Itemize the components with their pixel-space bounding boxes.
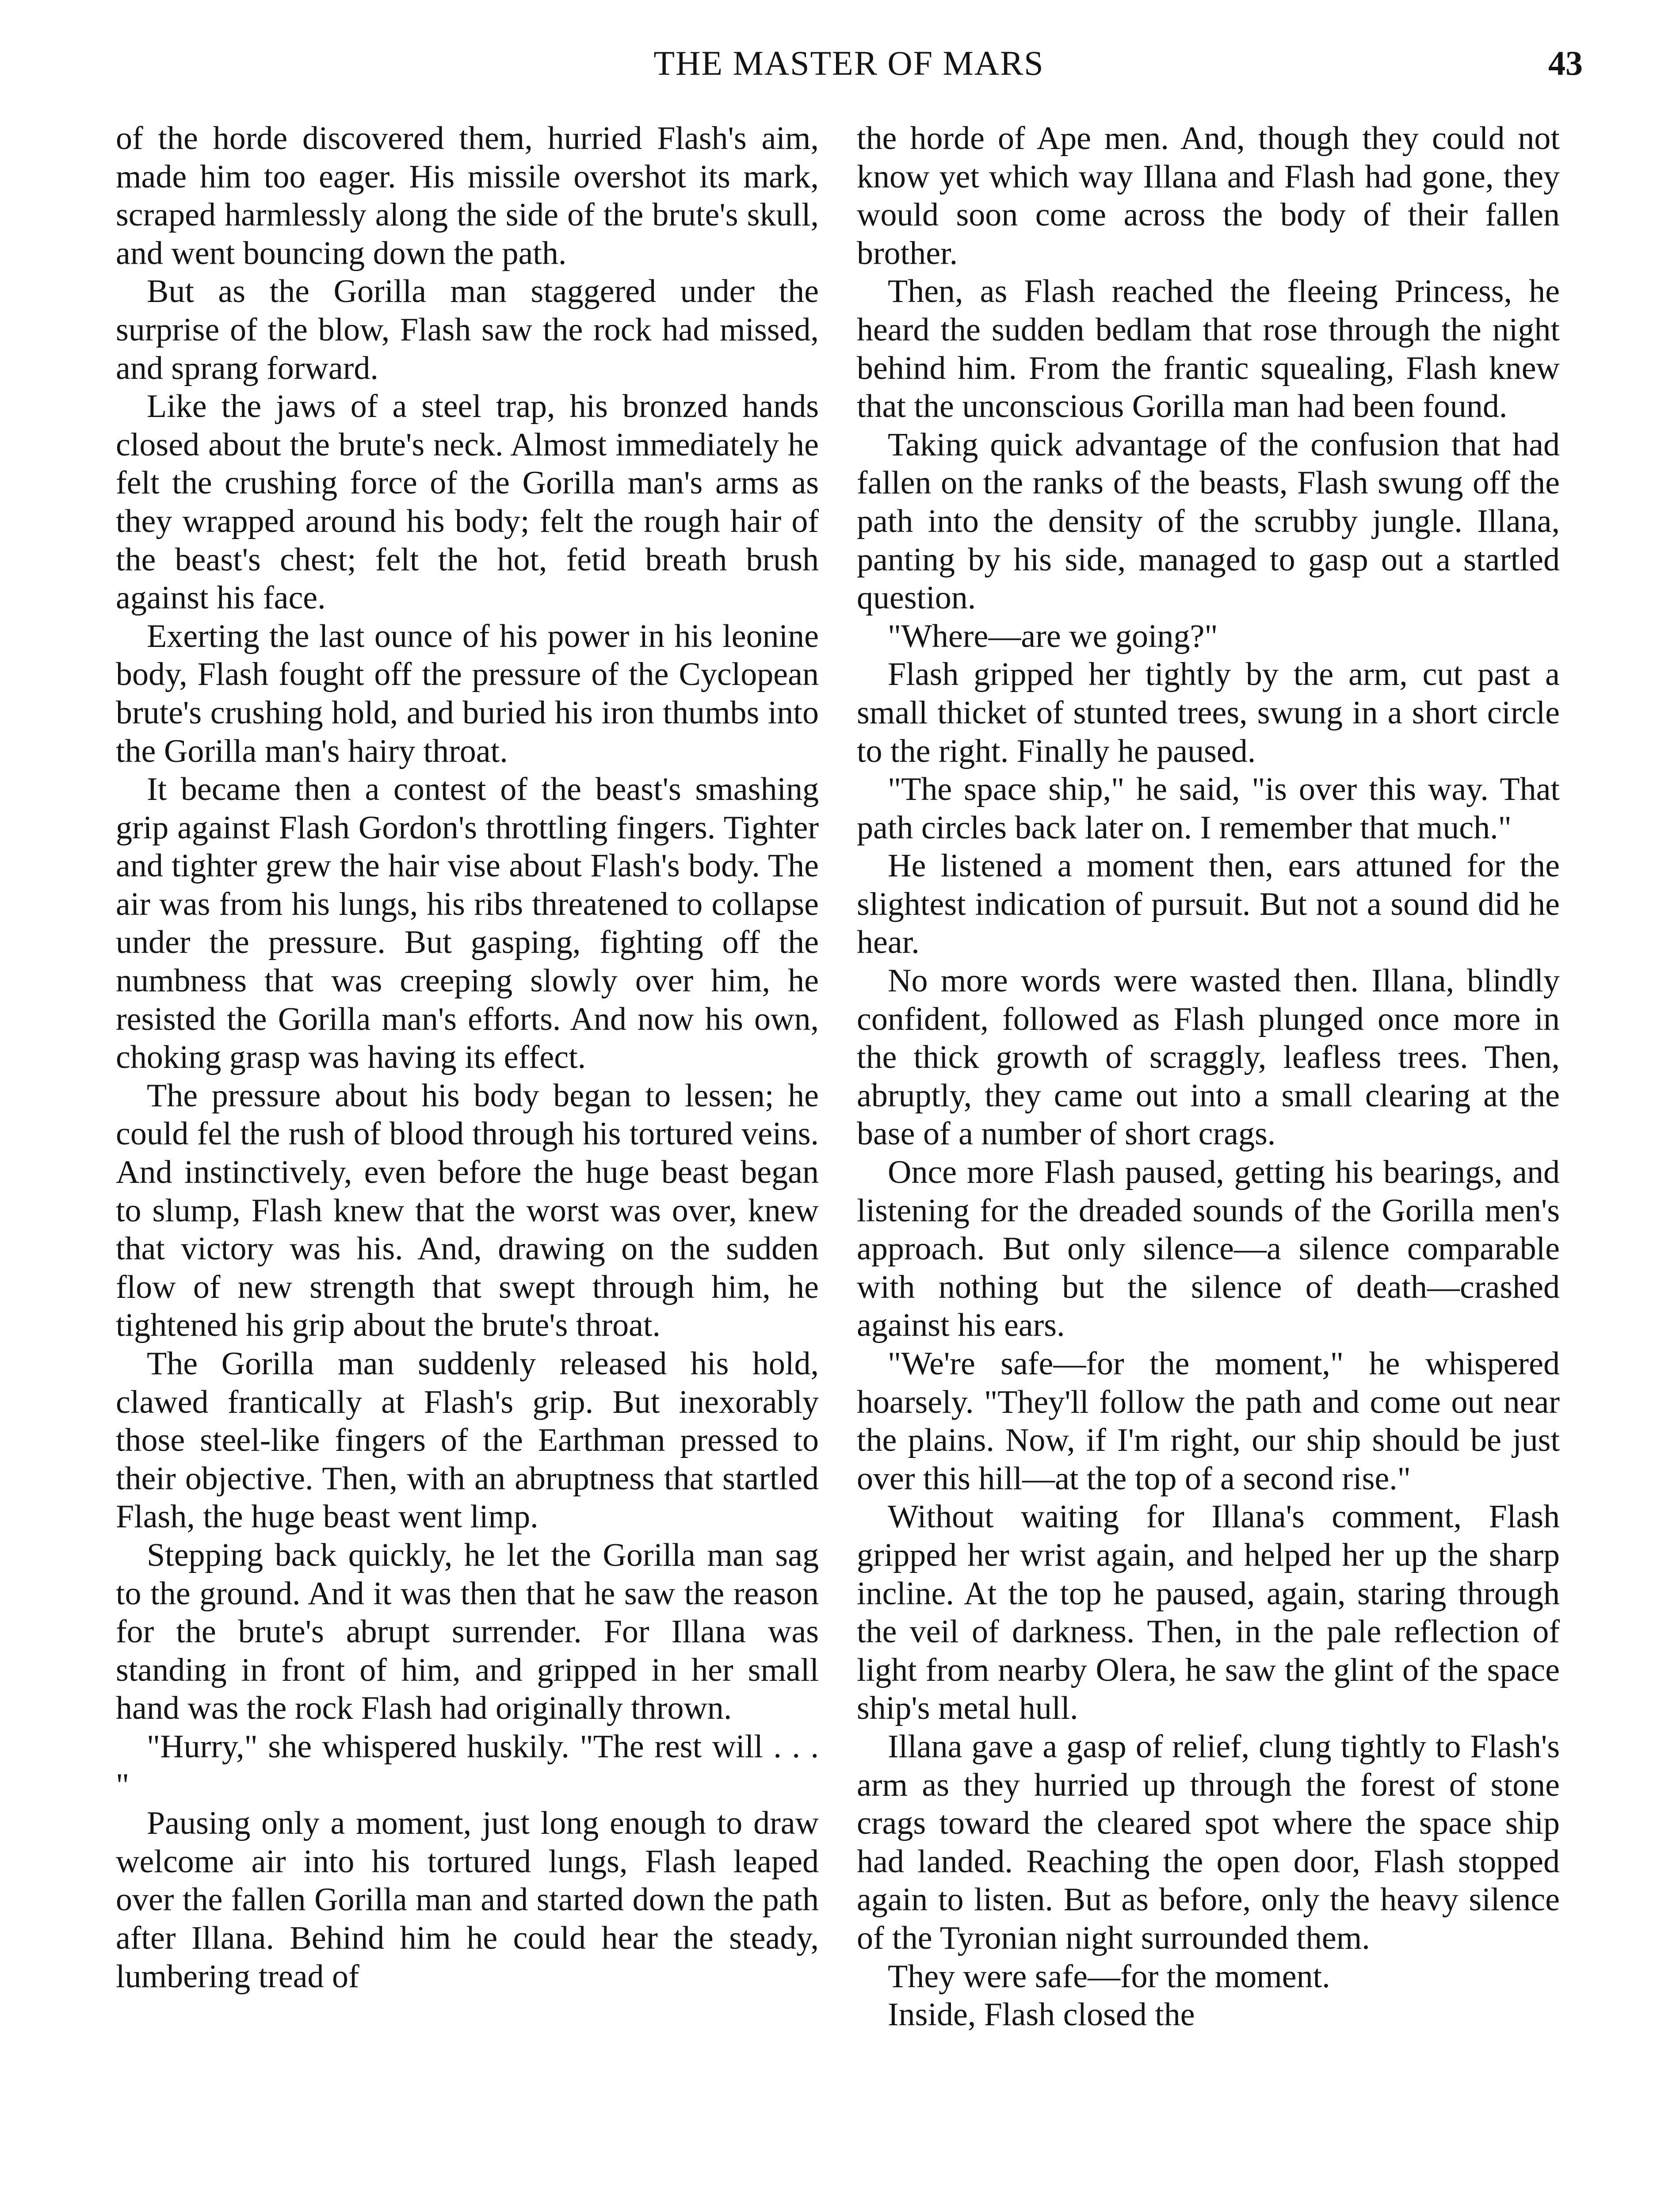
paragraph: Flash gripped her tightly by the arm, cut past a small thicket of stunted trees, swung in a short circle to the right. Finally he paused. (857, 656, 1560, 769)
paragraph: Without waiting for Illana's comment, Flash gripped her wrist again, and helped her up the sharp incline. At the top he paused, again, staring through the veil of darkness. Then, in the pale reflection of light from nearby Olera, he saw the glint of the space ship's metal hull. (857, 1499, 1560, 1727)
paragraph: He listened a moment then, ears attuned for the slightest indication of pursuit. But not a sound did he hear. (857, 848, 1560, 961)
paragraph: the horde of Ape men. And, though they could not know yet which way Illana and Flash had gone, they would soon come across the body of their fallen brother. (857, 120, 1560, 272)
paragraph: Illana gave a gasp of relief, clung tightly to Flash's arm as they hurried up through the forest of stone crags toward the cleared spot where the space ship had landed. Reaching the open door, Flash stopped again to listen. But as before, only the heavy silence of the Tyronian night surrounded them. (857, 1728, 1560, 1956)
paragraph: "We're safe—for the moment," he whispered hoarsely. "They'll follow the path and come out near the plains. Now, if I'm right, our ship should be just over this hill—at the top of a second rise." (857, 1346, 1560, 1497)
paragraph: The Gorilla man suddenly released his hold, clawed frantically at Flash's grip. But inexorably those steel-like fingers of the Earthman pressed to their objective. Then, with an abruptness that startled Flash, the huge beast went limp. (116, 1346, 819, 1535)
paragraph: "The space ship," he said, "is over this way. That path circles back later on. I remember that much." (857, 771, 1560, 846)
paragraph: "Hurry," she whispered huskily. "The rest will . . . " (116, 1728, 819, 1803)
paragraph: But as the Gorilla man staggered under the surprise of the blow, Flash saw the rock had missed, and sprang forward. (116, 273, 819, 386)
running-title: THE MASTER OF MARS (653, 44, 1044, 82)
paragraph: Like the jaws of a steel trap, his bronzed hands closed about the brute's neck. Almost immediately he felt the crushing force of the Gorilla man's arms as they wrapped around his body; felt the rough hair of the beast's chest; felt the hot, fetid breath brush against his face. (116, 388, 819, 616)
paragraph: Stepping back quickly, he let the Gorilla man sag to the ground. And it was then that he saw the reason for the brute's abrupt surrender. For Illana was standing in front of him, and gripped in her small hand was the rock Flash had originally thrown. (116, 1537, 819, 1727)
paragraph: Then, as Flash reached the fleeing Princess, he heard the sudden bedlam that rose through the night behind him. From the frantic squealing, Flash knew that the unconscious Gorilla man had been found. (857, 273, 1560, 425)
paragraph: of the horde discovered them, hurried Flash's aim, made him too eager. His missile overshot its mark, scraped harmlessly along the side of the brute's skull, and went bouncing down the path. (116, 120, 819, 272)
paragraph: "Where—are we going?" (888, 618, 1218, 654)
page-number: 43 (1548, 44, 1583, 82)
paragraph: Inside, Flash closed the (888, 1997, 1195, 2033)
paragraph: No more words were wasted then. Illana, blindly confident, followed as Flash plunged once more in the thick growth of scraggly, leafless trees. Then, abruptly, they came out into a small clearing at the base of a number of short crags. (857, 963, 1560, 1152)
right-column (857, 119, 1560, 2211)
paragraph: Taking quick advantage of the confusion that had fallen on the ranks of the beasts, Flash swung off the path into the density of the scrubby jungle. Illana, panting by his side, managed to gasp out a startled question. (857, 426, 1560, 616)
page-header (115, 39, 1583, 88)
paragraph: They were safe—for the moment. (888, 1958, 1330, 1995)
paragraph: Once more Flash paused, getting his bearings, and listening for the dreaded sounds of the Gorilla men's approach. But only silence—a silence comparable with nothing but the silence of death—crashed against his ears. (857, 1154, 1560, 1344)
paragraph: Exerting the last ounce of his power in his leonine body, Flash fought off the pressure of the Cyclopean brute's crushing hold, and buried his iron thumbs into the Gorilla man's hairy throat. (116, 618, 819, 769)
paragraph: The pressure about his body began to lessen; he could fel the rush of blood through his tortured veins. And instinctively, even before the huge beast began to slump, Flash knew that the worst was over, knew that victory was his. And, drawing on the sudden flow of new strength that swept through him, he tightened his grip about the brute's throat. (116, 1077, 819, 1344)
left-column (116, 119, 819, 2211)
paragraph: Pausing only a moment, just long enough to draw welcome air into his tortured lungs, Flash leaped over the fallen Gorilla man and started down the path after Illana. Behind him he could hear the steady, lumbering tread of (116, 1805, 819, 1995)
paragraph: It became then a contest of the beast's smashing grip against Flash Gordon's throttling fingers. Tighter and tighter grew the hair vise about Flash's body. The air was from his lungs, his ribs threatened to collapse under the pressure. But gasping, fighting off the numbness that was creeping slowly over him, he resisted the Gorilla man's efforts. And now his own, choking grasp was having its effect. (116, 771, 819, 1076)
